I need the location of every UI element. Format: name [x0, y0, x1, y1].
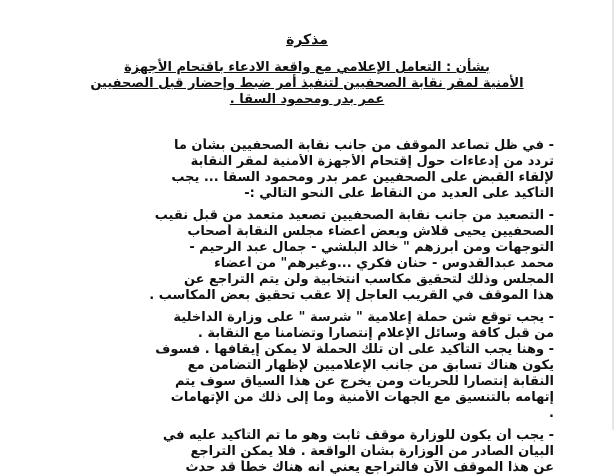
- paragraph-line: - التصعيد من جانب نقابة الصحفيين تصعيد متعمد من قبل نقيب: [154, 208, 554, 223]
- subject-line: بشأن : التعامل الإعلامي مع واقعة الادعاء باقتحام الأجهزة: [124, 60, 490, 75]
- paragraph-line: هذا الموقف في القريب العاجل إلا عقب تحقيق بعض المكاسب .: [149, 288, 554, 303]
- paragraph-line: النقابة إنتصاراً للحريات ومن يخرج عن هذا السياق سوف يتم: [174, 374, 554, 389]
- paragraph-line: من قبل كافة وسائل الإعلام إنتصاراً وتضامناً مع النقابة .: [197, 326, 554, 341]
- paragraph-line: - وهنا يجب التأكيد على أن تلك الحملة لا يمكن إيقافها . فسوف: [155, 342, 554, 357]
- paragraph-line: .: [549, 406, 554, 421]
- paragraph-line: لإلقاء القبض على الصحفيين عمر بدر ومحمود السقا ... يجب: [171, 170, 554, 185]
- memo-paragraph-3: [60, 310, 554, 422]
- paragraph-line: التأكيد على العديد من النقاط على النحو التالي :-: [244, 186, 554, 201]
- memo-paragraph-2: [60, 208, 554, 304]
- paragraph-line: الصحفيين يحيى قلاش وبعض أعضاء مجلس النقابة أصحاب: [187, 224, 554, 239]
- paragraph-line: المجلس وذلك لتحقيق مكاسب انتخابية ولن يتم التراجع عن: [183, 272, 554, 287]
- memo-subject: [60, 60, 554, 108]
- paragraph-line: إتهامه بالتنسيق مع الجهات الأمنية وما إلى ذلك من الإتهامات: [170, 390, 554, 405]
- paragraph-line: - يجب توقع شن حملة إعلامية " شرسة " على وزارة الداخلية: [173, 310, 554, 325]
- subject-line: الأمنية لمقر نقابة الصحفيين لتنفيذ أمر ضبط وإحضار قبل الصحفيين: [90, 76, 524, 91]
- paragraph-line: عن هذا الموقف الآن فالتراجع يعني أنه هناك خطأ قد حدث: [185, 460, 554, 475]
- subject-line: عمر بدر ومحمود السقا .: [229, 92, 385, 107]
- paragraph-line: يكون هناك تسابق من جانب الإعلاميين لإظهار التضامن مع: [187, 358, 554, 373]
- memo-paragraph-4: [60, 428, 554, 476]
- paragraph-line: البيان الصادر من الوزارة بشأن الواقعة . فلا يمكن التراجع: [190, 444, 554, 459]
- paragraph-line: - يجب أن يكون للوزارة موقف ثابت وهو ما تم التأكيد عليه في: [162, 428, 554, 443]
- paragraph-line: التوجهات ومن أبرزهم " خالد البلشي - جمال عبد الرحيم -: [189, 240, 554, 255]
- memo-title: مذكرة: [286, 32, 328, 48]
- paragraph-line: - في ظل تصاعد الموقف من جانب نقابة الصحفيين بشأن ما: [173, 138, 554, 153]
- paragraph-line: محمد عبدالقدوس - حنان فكري ...وغيرهم" من أعضاء: [214, 256, 554, 271]
- paragraph-line: تردد من إدعاءات حول إقتحام الأجهزة الأمنية لمقر النقابة: [190, 154, 554, 169]
- memo-paragraph-1: [60, 138, 554, 202]
